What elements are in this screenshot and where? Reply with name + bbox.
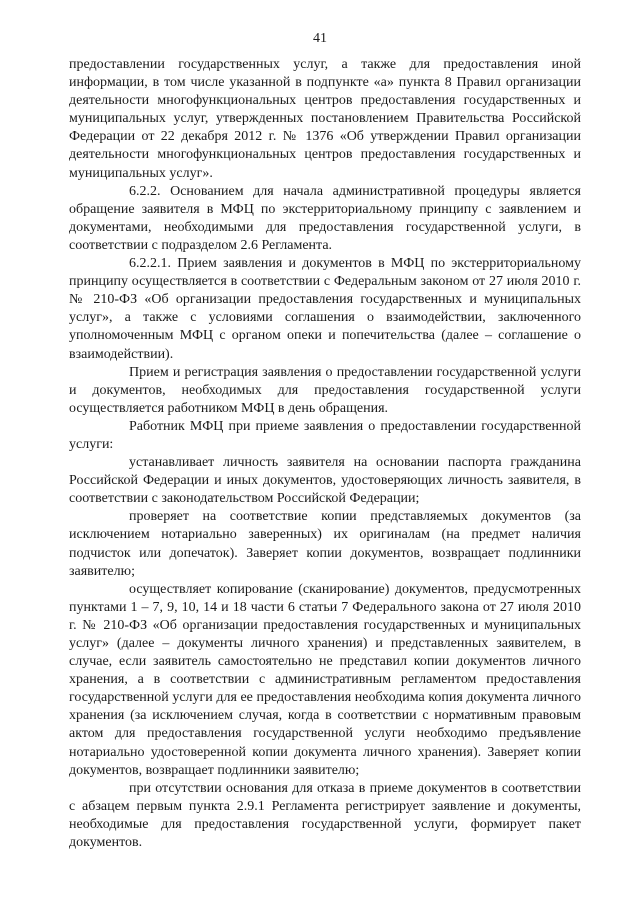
paragraph-worker-duties: Работник МФЦ при приеме заявления о предоставлении государственной услуги: [69,418,581,452]
paragraph-continuation: предоставлении государственных услуг, а также для предоставления иной информации, в том числе указанной в подпункте «а» пункта 8 Правил организации деятельности многофункциональных центров предоставления государственных и муниципальных услуг, утвержденных постановлением Правительства Российской Федерации от 22 декабря 2012 г. № 1376 «Об утверждении Правил организации деятельности многофункциональных центров предоставления государственных и муниципальных услуг». [69,57,581,181]
paragraph-6-2-2: 6.2.2. Основанием для начала административной процедуры является обращение заявителя в МФЦ по экстерриториальному принципу с заявлением и документами, необходимыми для предоставления государственной услуги, в соответствии с подразделом 2.6 Регламента. [69,183,581,253]
page-number: 41 [313,31,327,46]
document-body [69,56,581,852]
list-item-scanning: осуществляет копирование (сканирование) документов, предусмотренных пунктами 1 – 7, 9, 10, 14 и 18 части 6 статьи 7 Федерального закона от 27 июля 2010 г. № 210-ФЗ «Об организации предоставления государственных и муниципальных услуг» (далее – документы личного хранения) и представленных заявителем, в случае, если заявитель самостоятельно не представил копии документов личного хранения, а в соответствии с административным регламентом предоставления государственной услуги для ее предоставления необходима копия документа личного хранения (за исключением случая, когда в соответствии с нормативным правовым актом для предоставления государственной услуги необходимо предъявление нотариально удостоверенной копии документа личного хранения). Заверяет копии документов, возвращает подлинники заявителю; [69,581,581,778]
list-item-verify-copies: проверяет на соответствие копии представляемых документов (за исключением нотариально заверенных) их оригиналам (на предмет наличия подчисток или допечаток). Заверяет копии документов, возвращает подлинники заявителю; [69,509,581,579]
paragraph-6-2-2-1: 6.2.2.1. Прием заявления и документов в МФЦ по экстерриториальному принципу осуществляется в соответствии с Федеральным законом от 27 июля 2010 г. № 210-ФЗ «Об организации предоставления государственных и муниципальных услуг», а также с условиями соглашения о взаимодействии, заключенного уполномоченным МФЦ с органом опеки и попечительства (далее – соглашение о взаимодействии). [69,256,581,362]
list-item-identity: устанавливает личность заявителя на основании паспорта гражданина Российской Федерации и иных документов, удостоверяющих личность заявителя, в соответствии с законодательством Российской Федерации; [69,455,581,507]
paragraph-reception: Прием и регистрация заявления о предоставлении государственной услуги и документов, необходимых для предоставления государственной услуги осуществляется работником МФЦ в день обращения. [69,364,581,416]
list-item-registration: при отсутствии основания для отказа в приеме документов в соответствии с абзацем первым пункта 2.9.1 Регламента регистрирует заявление и документы, необходимые для предоставления государственной услуги, формирует пакет документов. [69,780,581,851]
